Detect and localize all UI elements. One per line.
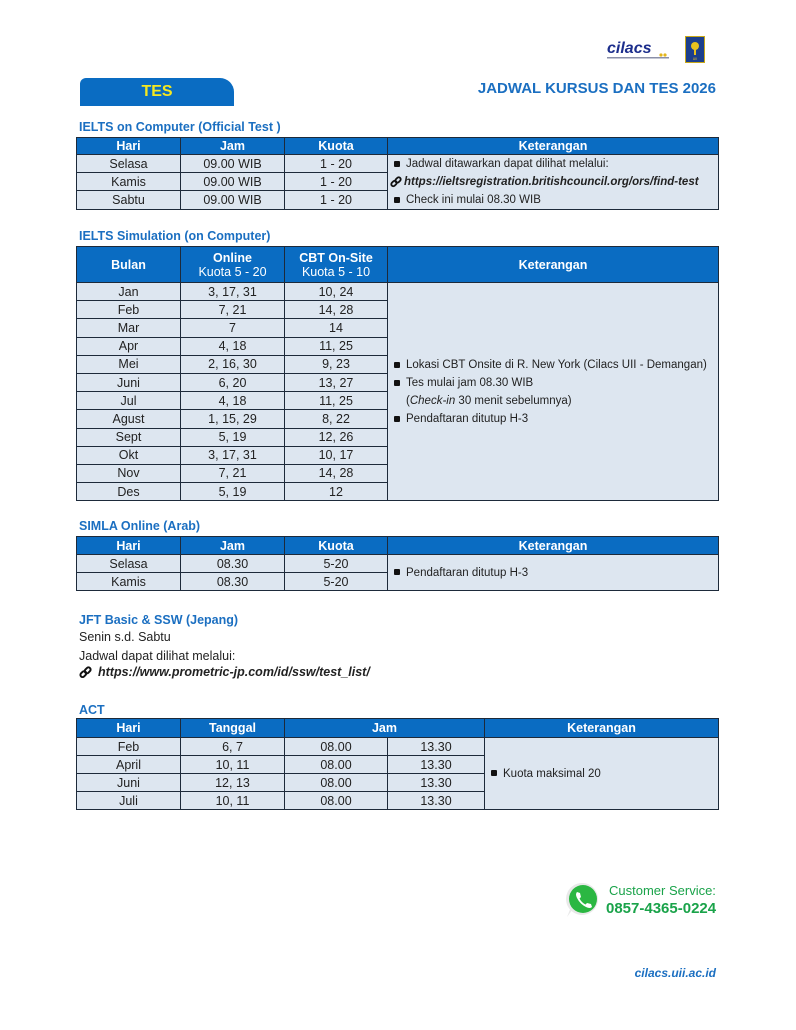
bullet-icon bbox=[394, 362, 400, 368]
ielts-registration-link[interactable]: https://ieltsregistration.britishcouncil.org/ors/find-test bbox=[404, 176, 699, 188]
whatsapp-icon bbox=[563, 880, 603, 920]
cell-cbt: 11, 25 bbox=[285, 337, 388, 355]
ielts-simulation-notes bbox=[388, 283, 719, 501]
bullet-icon bbox=[491, 770, 497, 776]
customer-service-phone[interactable]: 0857-4365-0224 bbox=[606, 900, 717, 917]
cell-online: 1, 15, 29 bbox=[181, 410, 285, 428]
cell-online: 7, 21 bbox=[181, 464, 285, 482]
cell-jam: 08.30 bbox=[181, 555, 285, 573]
cell-bulan: Sept bbox=[77, 428, 181, 446]
cell-hari: Sabtu bbox=[77, 191, 181, 210]
ielts-official-notes bbox=[388, 155, 719, 210]
cell-jam: 09.00 WIB bbox=[181, 173, 285, 191]
ielts-simulation-table bbox=[76, 246, 719, 501]
col-hari: Hari bbox=[77, 138, 181, 155]
cell-jam: 08.30 bbox=[181, 573, 285, 591]
col-online bbox=[181, 247, 285, 283]
cell-bulan: Mei bbox=[77, 355, 181, 373]
jft-title: JFT Basic & SSW (Jepang) bbox=[79, 613, 239, 627]
col-jam: Jam bbox=[285, 719, 485, 738]
cell-tanggal: 12, 13 bbox=[181, 774, 285, 792]
table-row bbox=[77, 283, 719, 301]
note-text: Kuota maksimal 20 bbox=[503, 767, 601, 780]
cell-kuota: 5-20 bbox=[285, 555, 388, 573]
cell-jam1: 08.00 bbox=[285, 756, 388, 774]
cilacs-logo-text: cilacs bbox=[607, 40, 652, 57]
ielts-official-table bbox=[76, 137, 719, 210]
cell-online: 7, 21 bbox=[181, 301, 285, 319]
cell-online: 4, 18 bbox=[181, 337, 285, 355]
cell-online: 5, 19 bbox=[181, 428, 285, 446]
col-cbt-quota: Kuota 5 - 10 bbox=[301, 264, 371, 279]
cell-jam2: 13.30 bbox=[388, 774, 485, 792]
col-keterangan: Keterangan bbox=[388, 537, 719, 555]
cell-kuota: 1 - 20 bbox=[285, 173, 388, 191]
cell-jam1: 08.00 bbox=[285, 738, 388, 756]
cell-hari: Feb bbox=[77, 738, 181, 756]
note-text: Lokasi CBT Onsite di R. New York (Cilacs UII - Demangan) bbox=[406, 358, 707, 371]
act-title: ACT bbox=[79, 703, 105, 717]
cell-bulan: Agust bbox=[77, 410, 181, 428]
cell-online: 3, 17, 31 bbox=[181, 446, 285, 464]
cell-hari: Juli bbox=[77, 792, 181, 810]
tes-tab: TES bbox=[80, 78, 234, 106]
note-paren: ( bbox=[406, 394, 410, 407]
cell-cbt: 14 bbox=[285, 319, 388, 337]
uii-logo-text: UII bbox=[692, 57, 698, 61]
ielts-simulation-title: IELTS Simulation (on Computer) bbox=[79, 229, 271, 243]
cell-online: 2, 16, 30 bbox=[181, 355, 285, 373]
cell-hari: Kamis bbox=[77, 573, 181, 591]
cell-cbt: 13, 27 bbox=[285, 373, 388, 391]
cell-cbt: 11, 25 bbox=[285, 392, 388, 410]
cilacs-logo bbox=[605, 38, 673, 62]
page-title: JADWAL KURSUS DAN TES 2026 bbox=[477, 80, 716, 97]
bullet-icon bbox=[394, 416, 400, 422]
note-text: Check ini mulai 08.30 WIB bbox=[406, 194, 541, 206]
note-text: Pendaftaran ditutup H-3 bbox=[406, 566, 529, 579]
col-hari: Hari bbox=[77, 719, 181, 738]
note-text: Pendaftaran ditutup H-3 bbox=[406, 412, 529, 425]
cell-hari: Juni bbox=[77, 774, 181, 792]
col-hari: Hari bbox=[77, 537, 181, 555]
cell-tanggal: 10, 11 bbox=[181, 756, 285, 774]
cell-cbt: 12, 26 bbox=[285, 428, 388, 446]
link-icon bbox=[79, 666, 92, 679]
simla-table bbox=[76, 536, 719, 591]
link-icon bbox=[390, 176, 402, 188]
col-online-quota: Kuota 5 - 20 bbox=[198, 264, 267, 279]
bullet-icon bbox=[394, 161, 400, 167]
cell-jam2: 13.30 bbox=[388, 738, 485, 756]
cell-bulan: Mar bbox=[77, 319, 181, 337]
ielts-official-title: IELTS on Computer (Official Test ) bbox=[79, 120, 281, 134]
cell-online: 7 bbox=[181, 319, 285, 337]
cell-bulan: Juni bbox=[77, 373, 181, 391]
act-notes bbox=[485, 738, 719, 810]
cell-bulan: Des bbox=[77, 483, 181, 501]
jft-link-row bbox=[79, 665, 370, 679]
cell-hari: Selasa bbox=[77, 155, 181, 173]
cell-online: 4, 18 bbox=[181, 392, 285, 410]
cell-tanggal: 10, 11 bbox=[181, 792, 285, 810]
bullet-icon bbox=[394, 197, 400, 203]
cell-tanggal: 6, 7 bbox=[181, 738, 285, 756]
col-keterangan: Keterangan bbox=[388, 138, 719, 155]
cell-kuota: 1 - 20 bbox=[285, 191, 388, 210]
bullet-icon bbox=[394, 569, 400, 575]
cell-hari: Kamis bbox=[77, 173, 181, 191]
cell-cbt: 14, 28 bbox=[285, 301, 388, 319]
cell-online: 3, 17, 31 bbox=[181, 283, 285, 301]
col-kuota: Kuota bbox=[285, 537, 388, 555]
col-tanggal: Tanggal bbox=[181, 719, 285, 738]
cell-kuota: 1 - 20 bbox=[285, 155, 388, 173]
col-keterangan: Keterangan bbox=[388, 247, 719, 283]
cell-bulan: Jan bbox=[77, 283, 181, 301]
simla-title: SIMLA Online (Arab) bbox=[79, 519, 201, 533]
cell-bulan: Nov bbox=[77, 464, 181, 482]
col-kuota: Kuota bbox=[285, 138, 388, 155]
note-text: Jadwal ditawarkan dapat dilihat melalui: bbox=[406, 158, 609, 170]
col-cbt-label: CBT On-Site bbox=[299, 250, 373, 265]
act-table bbox=[76, 718, 719, 810]
cell-jam1: 08.00 bbox=[285, 792, 388, 810]
cell-jam: 09.00 WIB bbox=[181, 155, 285, 173]
uii-logo bbox=[685, 36, 705, 63]
cell-cbt: 10, 17 bbox=[285, 446, 388, 464]
col-bulan: Bulan bbox=[77, 247, 181, 283]
cell-cbt: 8, 22 bbox=[285, 410, 388, 428]
col-keterangan: Keterangan bbox=[485, 719, 719, 738]
website-link[interactable]: cilacs.uii.ac.id bbox=[634, 966, 716, 980]
cell-online: 5, 19 bbox=[181, 483, 285, 501]
col-jam: Jam bbox=[181, 138, 285, 155]
jft-info: Jadwal dapat dilihat melalui: bbox=[79, 649, 236, 663]
cell-cbt: 12 bbox=[285, 483, 388, 501]
cell-cbt: 14, 28 bbox=[285, 464, 388, 482]
prometric-link[interactable]: https://www.prometric-jp.com/id/ssw/test_list/ bbox=[98, 665, 370, 679]
note-text: Tes mulai jam 08.30 WIB bbox=[406, 376, 534, 389]
table-row bbox=[77, 738, 719, 756]
table-row bbox=[77, 155, 719, 173]
cell-cbt: 9, 23 bbox=[285, 355, 388, 373]
cell-jam: 09.00 WIB bbox=[181, 191, 285, 210]
cell-bulan: Jul bbox=[77, 392, 181, 410]
note-checkin: Check-in bbox=[409, 394, 456, 407]
col-online-label: Online bbox=[213, 250, 252, 265]
cell-bulan: Okt bbox=[77, 446, 181, 464]
simla-notes bbox=[388, 555, 719, 591]
cell-bulan: Feb bbox=[77, 301, 181, 319]
cell-hari: April bbox=[77, 756, 181, 774]
customer-service-label: Customer Service: bbox=[609, 883, 716, 898]
jft-days: Senin s.d. Sabtu bbox=[79, 630, 171, 644]
cell-jam2: 13.30 bbox=[388, 756, 485, 774]
note-text: 30 menit sebelumnya) bbox=[455, 394, 572, 407]
cell-jam2: 13.30 bbox=[388, 792, 485, 810]
cell-bulan: Apr bbox=[77, 337, 181, 355]
col-cbt bbox=[285, 247, 388, 283]
bullet-icon bbox=[394, 380, 400, 386]
cell-kuota: 5-20 bbox=[285, 573, 388, 591]
cell-online: 6, 20 bbox=[181, 373, 285, 391]
table-row bbox=[77, 555, 719, 573]
cell-jam1: 08.00 bbox=[285, 774, 388, 792]
cell-hari: Selasa bbox=[77, 555, 181, 573]
cell-cbt: 10, 24 bbox=[285, 283, 388, 301]
col-jam: Jam bbox=[181, 537, 285, 555]
